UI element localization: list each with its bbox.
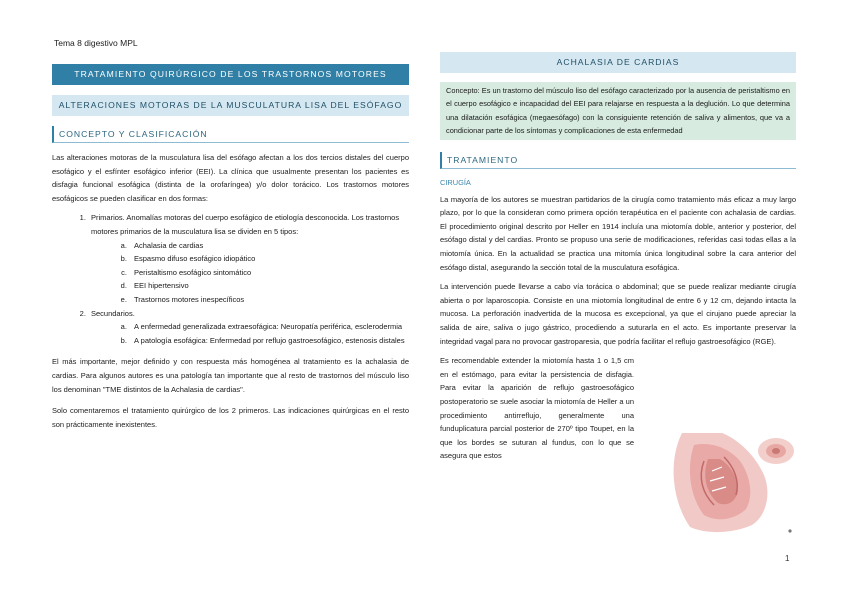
list-item: b. Espasmo difuso esofágico idiopático (129, 252, 409, 266)
topic-title-band: ACHALASIA DE CARDIAS (440, 52, 796, 73)
primary-label: Primarios. Anomalías motoras del cuerpo esofágico de etiología desconocida. Los trastornos motores primarios de la musculatura lisa se dividen en 5 tipos: (91, 213, 400, 236)
list-item-secondary (88, 307, 409, 348)
list-item: a. A enfermedad generalizada extraesofágica: Neuropatía periférica, esclerodermia (129, 320, 409, 334)
page-number: 1 (785, 554, 790, 563)
secondary-label: Secundarios. (91, 308, 135, 318)
list-item-primary (88, 211, 409, 306)
section-title-concept: CONCEPTO Y CLASIFICACIÓN (52, 126, 409, 143)
list-item: a. Achalasia de cardias (129, 239, 409, 253)
subheading-surgery: CIRUGÍA (440, 177, 471, 187)
importance-paragraph: El más importante, mejor definido y con respuesta más homogénea al tratamiento es la achalasia de cardias. Para algunos autores es una patología tan importante que al resto de trastornos del músculo liso los denominan "TME distintos de la Achalasia de cardias". (52, 357, 409, 394)
chapter-subtitle-band: ALTERACIONES MOTORAS DE LA MUSCULATURA LISA DEL ESÓFAGO (52, 95, 409, 116)
surgery-paragraph-1: La mayoría de los autores se muestran partidarios de la cirugía como tratamiento más eficaz a muy largo plazo, por lo que la consideran como primera opción terapéutica en el paciente con achalasia de cardias. El procedimiento original descrito por Heller en 1914 incluía una miotomía doble, anterior y posterior, del esófago distal y del cardias. Pronto se propuso una serie de modificaciones, referidas casi todas ellas a la miotomía única. En la actualidad se practica una mitomía única longitudinal sobre la cara anterior del esófago distal, asegurando la sección total de la musculatura esofágica. (440, 194, 796, 272)
list-item: e. Trastornos motores inespecíficos (129, 293, 409, 307)
list-item: d. EEI hipertensivo (129, 279, 409, 293)
secondary-sublist (91, 320, 409, 347)
intro-paragraph: Las alteraciones motoras de la musculatura lisa del esófago afectan a los dos tercios distales del cuerpo esofágico y el esfínter esofágico inferior (EEI). La clínica que usualmente presentan los pacientes es disfagia funcional esofágica (distinta de la orofaríngea) y/o dolor torácico. Los trastornos motores esofágicos se pueden clasificar en dos formas: (52, 153, 409, 203)
primary-sublist (91, 239, 409, 307)
surgery-paragraph-3: Es recomendable extender la miotomía hasta 1 o 1,5 cm en el estómago, para evitar la persistencia de disfagia. Para evitar la aparición de reflujo gastroesofágico postoperatorio se suele asociar la miotomía de Heller a un procedimiento antirreflujo, generalmente una funduplicatura parcial posterior de 270º tipo Toupet, en la que los bordes se suturan al fundus, con lo que se asegura que estos (440, 356, 634, 461)
right-column (440, 52, 796, 463)
classification-list (52, 211, 409, 347)
concept-box: Concepto: Es un trastorno del músculo liso del esófago caracterizado por la ausencia de peristaltismo en el cuerpo esofágico e incapacidad del EEI para relajarse en respuesta a la deglución. Lo que determina una dilatación esofágica (megaesófago) con la consiguiente retención de saliva y alimentos, que va a condicionar parte de los síntomas y complicaciones de esta enfermedad (440, 82, 796, 140)
list-item: b. A patología esofágica: Enfermedad por reflujo gastroesofágico, estenosis distales (129, 334, 409, 348)
scope-paragraph: Solo comentaremos el tratamiento quirúrgico de los 2 primeros. Las indicaciones quirúrgicas en el resto son prácticamente inexistentes. (52, 406, 409, 429)
surgical-illustration (664, 431, 798, 535)
document-header-note: Tema 8 digestivo MPL (54, 38, 138, 48)
left-column (52, 64, 409, 431)
surgery-paragraph-2: La intervención puede llevarse a cabo vía torácica o abdominal; que se puede realizar mediante cirugía abierta o por laparoscopia. Consiste en una miotomía longitudinal de entre 6 y 12 cm, dejando intacta la mucosa. La perforación inadvertida de la mucosa es excepcional, ya que el cirujano puede apreciar la salida de aire, saliva o jugo gástrico, procediendo a suturarla en el acto. Es importante preservar la integridad vagal para no provocar gastroparesia, que podría facilitar el reflujo gastroesofágico (RGE). (440, 282, 796, 346)
chapter-title-band: TRATAMIENTO QUIRÚRGICO DE LOS TRASTORNOS MOTORES (52, 64, 409, 85)
list-item: c. Peristaltismo esofágico sintomático (129, 266, 409, 280)
section-title-treatment: TRATAMIENTO (440, 152, 796, 169)
